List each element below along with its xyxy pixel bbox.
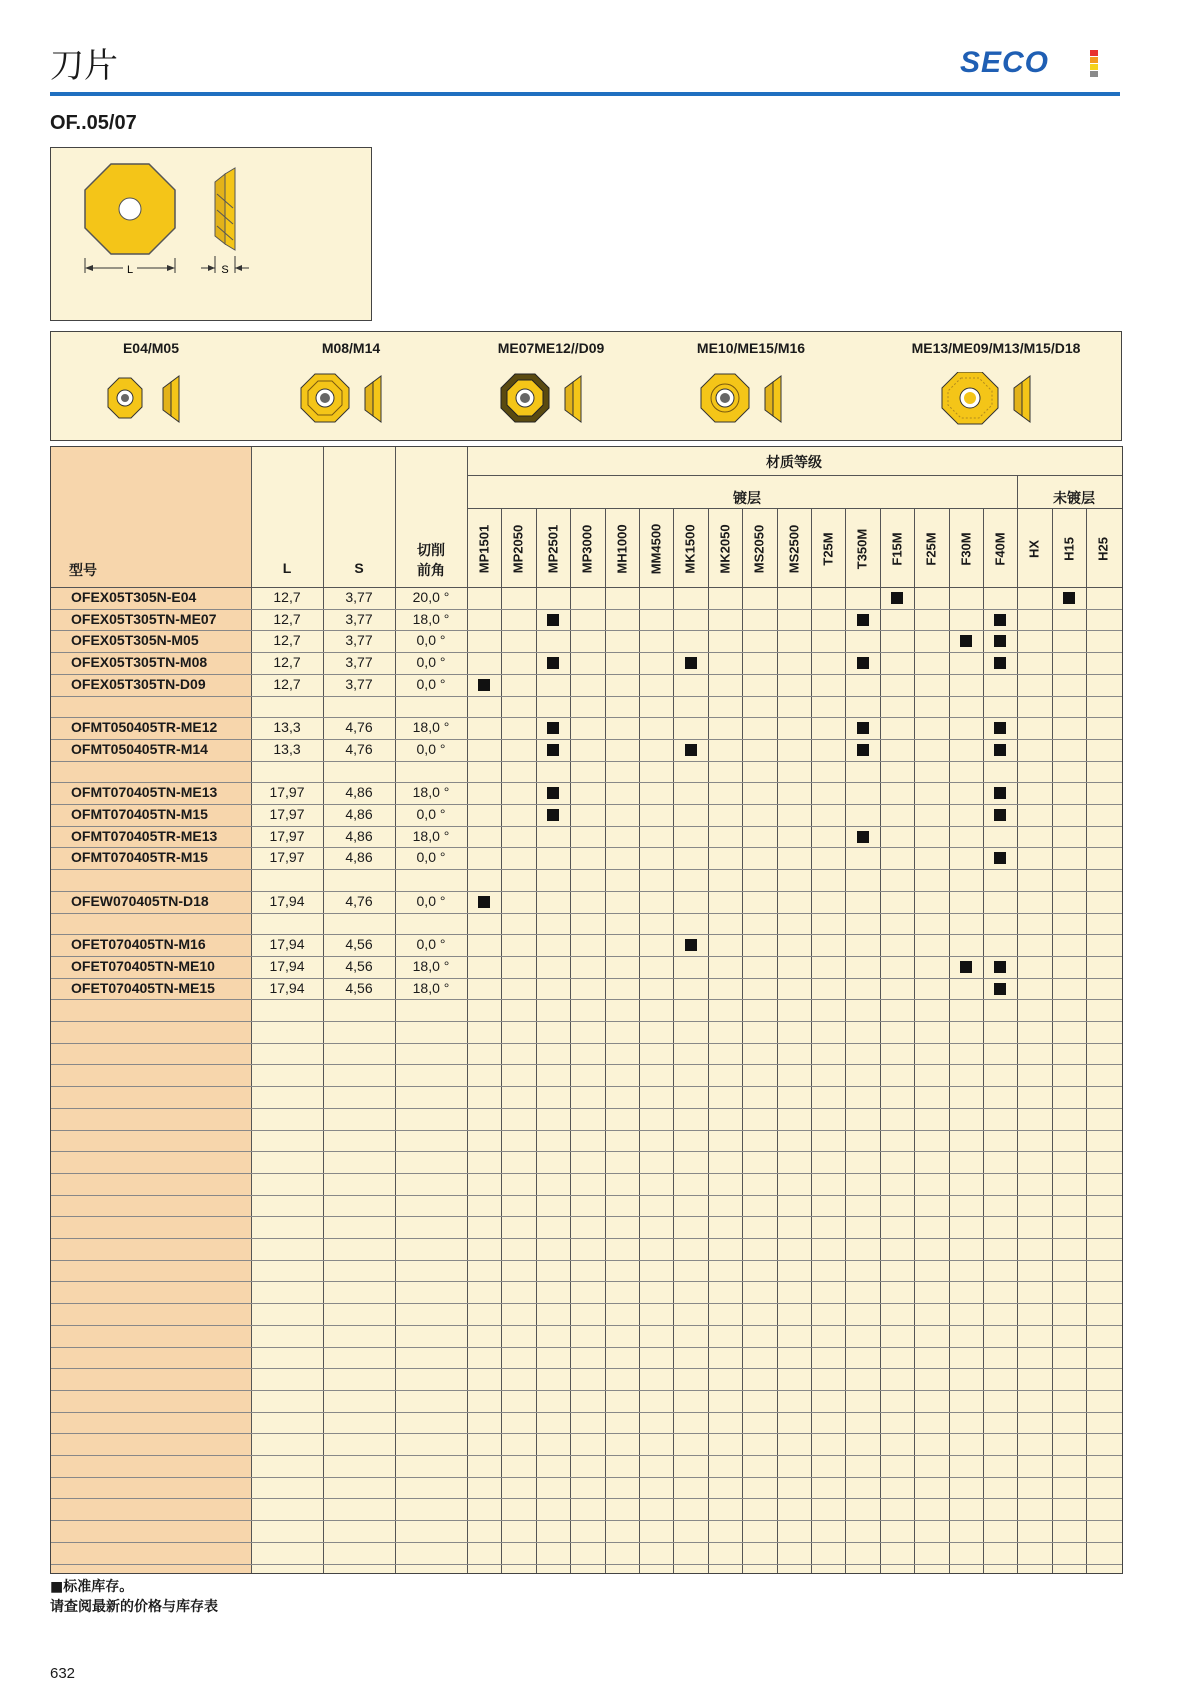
insert-e04-icon (91, 372, 211, 428)
stock-mark-mp2501 (547, 722, 559, 734)
grade-header-h15 (1052, 507, 1086, 591)
insert-me10-icon (691, 372, 811, 428)
row-l-value (251, 869, 323, 890)
stock-mark-t350m (857, 657, 869, 669)
row-rule (51, 1368, 1122, 1369)
grade-column-divider (536, 508, 537, 1573)
row-l-value: 17,94 (269, 936, 305, 952)
stock-mark-f40m (994, 657, 1006, 669)
insert-dimension-drawing (51, 148, 371, 320)
insert-me13-icon (936, 372, 1056, 428)
row-rule (51, 1477, 1122, 1478)
grade-header-mk1500 (673, 507, 707, 591)
variant-me07-me12-d09 (451, 340, 651, 428)
grade-header-hx (1017, 507, 1051, 591)
row-rule (51, 1542, 1122, 1543)
row-model: OFEX05T305TN-ME07 (71, 611, 217, 627)
grade-column-divider (742, 508, 743, 1573)
grade-label: MS2050 (751, 524, 767, 574)
row-rule (51, 1173, 1122, 1174)
grade-column-divider (1086, 508, 1087, 1573)
header-angle-line2: 前角 (417, 562, 445, 578)
grade-header-h25 (1086, 507, 1120, 591)
row-rule (51, 1043, 1122, 1044)
stock-mark-f40m (994, 852, 1006, 864)
row-angle-value: 18,0 ° (412, 958, 450, 974)
row-l-value: 17,94 (269, 893, 305, 909)
row-rule (51, 1238, 1122, 1239)
dim-s-label: S (221, 264, 229, 276)
row-l-value: 12,7 (273, 589, 301, 605)
title-rule (50, 92, 1120, 96)
row-s-value: 4,86 (345, 849, 373, 865)
row-rule (51, 696, 1122, 697)
page-title: 刀片 (50, 46, 118, 86)
row-angle-value: 0,0 ° (416, 849, 446, 865)
stock-mark-mp2501 (547, 744, 559, 756)
stock-mark-f40m (994, 722, 1006, 734)
row-angle-value: 18,0 ° (412, 611, 450, 627)
row-model: OFET070405TN-ME10 (71, 958, 215, 974)
stock-mark-f30m (960, 961, 972, 973)
grade-label: MK2050 (717, 524, 733, 574)
grade-column-divider (777, 508, 778, 1573)
grade-label: H25 (1095, 537, 1111, 561)
row-l-value: 13,3 (273, 719, 301, 735)
row-rule (51, 652, 1122, 653)
row-angle-value (395, 913, 467, 934)
row-s-value: 4,86 (345, 828, 373, 844)
stock-mark-f40m (994, 809, 1006, 821)
row-rule (51, 934, 1122, 935)
row-s-value (323, 869, 395, 890)
row-rule (51, 1281, 1122, 1282)
row-l-value: 17,94 (269, 958, 305, 974)
grade-column-divider (949, 508, 950, 1573)
row-l-value (251, 761, 323, 782)
row-s-value: 4,86 (345, 784, 373, 800)
row-rule (51, 630, 1122, 631)
stock-mark-f40m (994, 787, 1006, 799)
row-s-value: 3,77 (345, 676, 373, 692)
grade-header-mp2501 (536, 507, 570, 591)
row-l-value (251, 696, 323, 717)
row-s-value (323, 913, 395, 934)
stock-mark-t350m (857, 744, 869, 756)
row-rule (51, 1260, 1122, 1261)
stock-mark-mk1500 (685, 744, 697, 756)
row-l-value: 12,7 (273, 611, 301, 627)
stock-mark-t350m (857, 614, 869, 626)
variant-me13-me09-m13-m15-d18 (881, 340, 1111, 428)
row-rule (51, 1564, 1122, 1565)
row-rule (51, 1021, 1122, 1022)
row-s-value: 4,56 (345, 958, 373, 974)
row-rule (51, 1086, 1122, 1087)
row-s-value: 3,77 (345, 611, 373, 627)
header-grade-group: 材质等级 (766, 454, 822, 470)
row-s-value: 3,77 (345, 632, 373, 648)
row-s-value: 4,76 (345, 893, 373, 909)
row-rule (51, 739, 1122, 740)
stock-mark-f40m (994, 983, 1006, 995)
row-angle-value: 0,0 ° (416, 806, 446, 822)
grade-header-mm4500 (639, 507, 673, 591)
grade-column-divider (845, 508, 846, 1573)
row-angle-value: 0,0 ° (416, 741, 446, 757)
row-rule (51, 1216, 1122, 1217)
row-l-value: 13,3 (273, 741, 301, 757)
stock-mark-mp2501 (547, 809, 559, 821)
grade-label: MP2050 (510, 524, 526, 574)
variant-me10-me15-m16 (651, 340, 851, 428)
row-angle-value (395, 869, 467, 890)
insert-variants-strip (50, 331, 1122, 441)
grade-column-divider (570, 508, 571, 1573)
grade-table (50, 446, 1123, 1574)
grade-label: HX (1026, 539, 1042, 559)
grade-header-t25m (811, 507, 845, 591)
row-rule (51, 1064, 1122, 1065)
row-angle-value: 0,0 ° (416, 893, 446, 909)
grade-header-mp2050 (501, 507, 535, 591)
row-s-value: 3,77 (345, 589, 373, 605)
row-l-value: 12,7 (273, 654, 301, 670)
variant-label: ME13/ME09/M13/M15/D18 (911, 340, 1081, 356)
grade-header-mp1501 (467, 507, 501, 591)
row-s-value: 3,77 (345, 654, 373, 670)
row-rule (51, 804, 1122, 805)
row-model: OFEW070405TN-D18 (71, 893, 209, 909)
insert-me07-icon (491, 372, 611, 428)
grade-label: F25M (923, 532, 939, 566)
stock-mark-f40m (994, 614, 1006, 626)
grade-header-ms2500 (777, 507, 811, 591)
grade-column-divider (1017, 475, 1018, 1573)
grade-label: F40M (992, 532, 1008, 566)
grade-header-f40m (983, 507, 1017, 591)
seco-logo (960, 46, 1100, 82)
row-rule (51, 1195, 1122, 1196)
row-s-value: 4,76 (345, 741, 373, 757)
grade-header-ms2050 (742, 507, 776, 591)
variant-label: M08/M14 (321, 340, 381, 356)
stock-mark-mk1500 (685, 939, 697, 951)
row-l-value: 17,97 (269, 849, 305, 865)
grade-label: H15 (1061, 537, 1077, 561)
variant-label: ME10/ME15/M16 (696, 340, 806, 356)
row-rule (51, 869, 1122, 870)
row-rule (51, 761, 1122, 762)
row-angle-value: 18,0 ° (412, 980, 450, 996)
row-s-value: 4,56 (345, 936, 373, 952)
grade-header-f15m (880, 507, 914, 591)
page-number: 632 (50, 1665, 76, 1682)
row-rule (51, 847, 1122, 848)
variant-m08-m14 (251, 340, 451, 428)
row-angle-value (395, 696, 467, 717)
stock-mark-mp1501 (478, 679, 490, 691)
variant-e04-m05 (51, 340, 251, 428)
grade-label: MP2501 (545, 524, 561, 574)
row-rule (51, 1151, 1122, 1152)
grade-label: F15M (889, 532, 905, 566)
row-model: OFEX05T305TN-M08 (71, 654, 208, 670)
row-l-value: 12,7 (273, 676, 301, 692)
stock-mark-f30m (960, 635, 972, 647)
stock-mark-f40m (994, 744, 1006, 756)
legend-standard-stock: ■标准库存。 (50, 1579, 134, 1595)
grade-label: T25M (820, 532, 836, 566)
row-rule (51, 891, 1122, 892)
stock-mark-f40m (994, 635, 1006, 647)
grade-label: F30M (958, 532, 974, 566)
grade-header-mp3000 (570, 507, 604, 591)
row-model: OFMT050405TR-ME12 (71, 719, 218, 735)
logo-bars-icon (1090, 50, 1098, 76)
row-s-value (323, 696, 395, 717)
row-l-value: 17,97 (269, 806, 305, 822)
row-rule (51, 1325, 1122, 1326)
row-angle-value: 20,0 ° (412, 589, 450, 605)
row-model: OFEX05T305TN-D09 (71, 676, 206, 692)
row-l-value: 17,97 (269, 828, 305, 844)
grade-label: MS2500 (786, 524, 802, 574)
row-angle-value: 18,0 ° (412, 784, 450, 800)
stock-mark-mp1501 (478, 896, 490, 908)
row-model: OFET070405TN-M16 (71, 936, 206, 952)
row-rule (51, 1108, 1122, 1109)
row-l-value: 12,7 (273, 632, 301, 648)
row-model: OFEX05T305N-E04 (71, 589, 197, 605)
header-model: 型号 (69, 562, 97, 578)
stock-mark-mp2501 (547, 614, 559, 626)
row-s-value: 4,76 (345, 719, 373, 735)
stock-mark-f15m (891, 592, 903, 604)
grade-column-divider (983, 508, 984, 1573)
row-rule (51, 999, 1122, 1000)
logo-text: SECO (960, 46, 1050, 79)
row-angle-value (395, 761, 467, 782)
grade-label: MH1000 (614, 524, 630, 574)
grade-header-f25m (914, 507, 948, 591)
variant-label: E04/M05 (122, 340, 180, 356)
grade-column-divider (708, 508, 709, 1573)
row-model: OFMT070405TN-M15 (71, 806, 208, 822)
stock-mark-mk1500 (685, 657, 697, 669)
row-s-value (323, 761, 395, 782)
row-rule (51, 1347, 1122, 1348)
row-model: OFMT050405TR-M14 (71, 741, 208, 757)
header-divider (467, 475, 1122, 476)
stock-mark-f40m (994, 961, 1006, 973)
grade-column-divider (880, 508, 881, 1573)
grade-label: MK1500 (682, 524, 698, 574)
row-rule (51, 1390, 1122, 1391)
grade-column-divider (914, 508, 915, 1573)
insert-m08-icon (291, 372, 411, 428)
row-angle-value: 0,0 ° (416, 676, 446, 692)
column-divider (467, 447, 468, 1573)
header-uncoated: 未镀层 (1053, 490, 1095, 506)
dim-l-label: L (126, 264, 134, 276)
grade-column-divider (673, 508, 674, 1573)
grade-header-mk2050 (708, 507, 742, 591)
row-rule (51, 1303, 1122, 1304)
row-rule (51, 1433, 1122, 1434)
variant-label: ME07ME12//D09 (497, 340, 605, 356)
stock-mark-t350m (857, 722, 869, 734)
grade-label: T350M (854, 528, 870, 570)
grade-header-mh1000 (605, 507, 639, 591)
header-coated: 镀层 (733, 490, 761, 506)
row-angle-value: 0,0 ° (416, 936, 446, 952)
header-l: L (282, 560, 292, 576)
stock-mark-t350m (857, 831, 869, 843)
stock-mark-mp2501 (547, 787, 559, 799)
row-rule (51, 1130, 1122, 1131)
row-angle-value: 18,0 ° (412, 719, 450, 735)
grade-column-divider (639, 508, 640, 1573)
stock-mark-h15 (1063, 592, 1075, 604)
grade-label: MM4500 (648, 523, 664, 575)
insert-diagram (50, 147, 372, 321)
row-rule (51, 1498, 1122, 1499)
series-label: OF..05/07 (50, 112, 137, 134)
row-angle-value: 0,0 ° (416, 654, 446, 670)
row-rule (51, 674, 1122, 675)
legend-price-note: 请查阅最新的价格与库存表 (50, 1599, 218, 1615)
row-model: OFEX05T305N-M05 (71, 632, 199, 648)
grade-header-f30m (949, 507, 983, 591)
grade-label: MP1501 (476, 524, 492, 574)
row-rule (51, 1520, 1122, 1521)
row-rule (51, 1412, 1122, 1413)
row-l-value: 17,94 (269, 980, 305, 996)
row-s-value: 4,56 (345, 980, 373, 996)
row-model: OFMT070405TR-M15 (71, 849, 208, 865)
header-s: S (354, 560, 364, 576)
row-s-value: 4,86 (345, 806, 373, 822)
row-rule (51, 1455, 1122, 1456)
row-model: OFMT070405TR-ME13 (71, 828, 218, 844)
stock-mark-mp2501 (547, 657, 559, 669)
grade-column-divider (1052, 508, 1053, 1573)
row-angle-value: 18,0 ° (412, 828, 450, 844)
row-model: OFET070405TN-ME15 (71, 980, 215, 996)
row-rule (51, 913, 1122, 914)
grade-label: MP3000 (579, 524, 595, 574)
row-model: OFMT070405TN-ME13 (71, 784, 218, 800)
grade-column-divider (811, 508, 812, 1573)
row-l-value (251, 913, 323, 934)
grade-column-divider (605, 508, 606, 1573)
row-l-value: 17,97 (269, 784, 305, 800)
grade-column-divider (501, 508, 502, 1573)
header-angle-line1: 切削 (417, 542, 445, 558)
row-angle-value: 0,0 ° (416, 632, 446, 648)
grade-header-t350m (845, 507, 879, 591)
